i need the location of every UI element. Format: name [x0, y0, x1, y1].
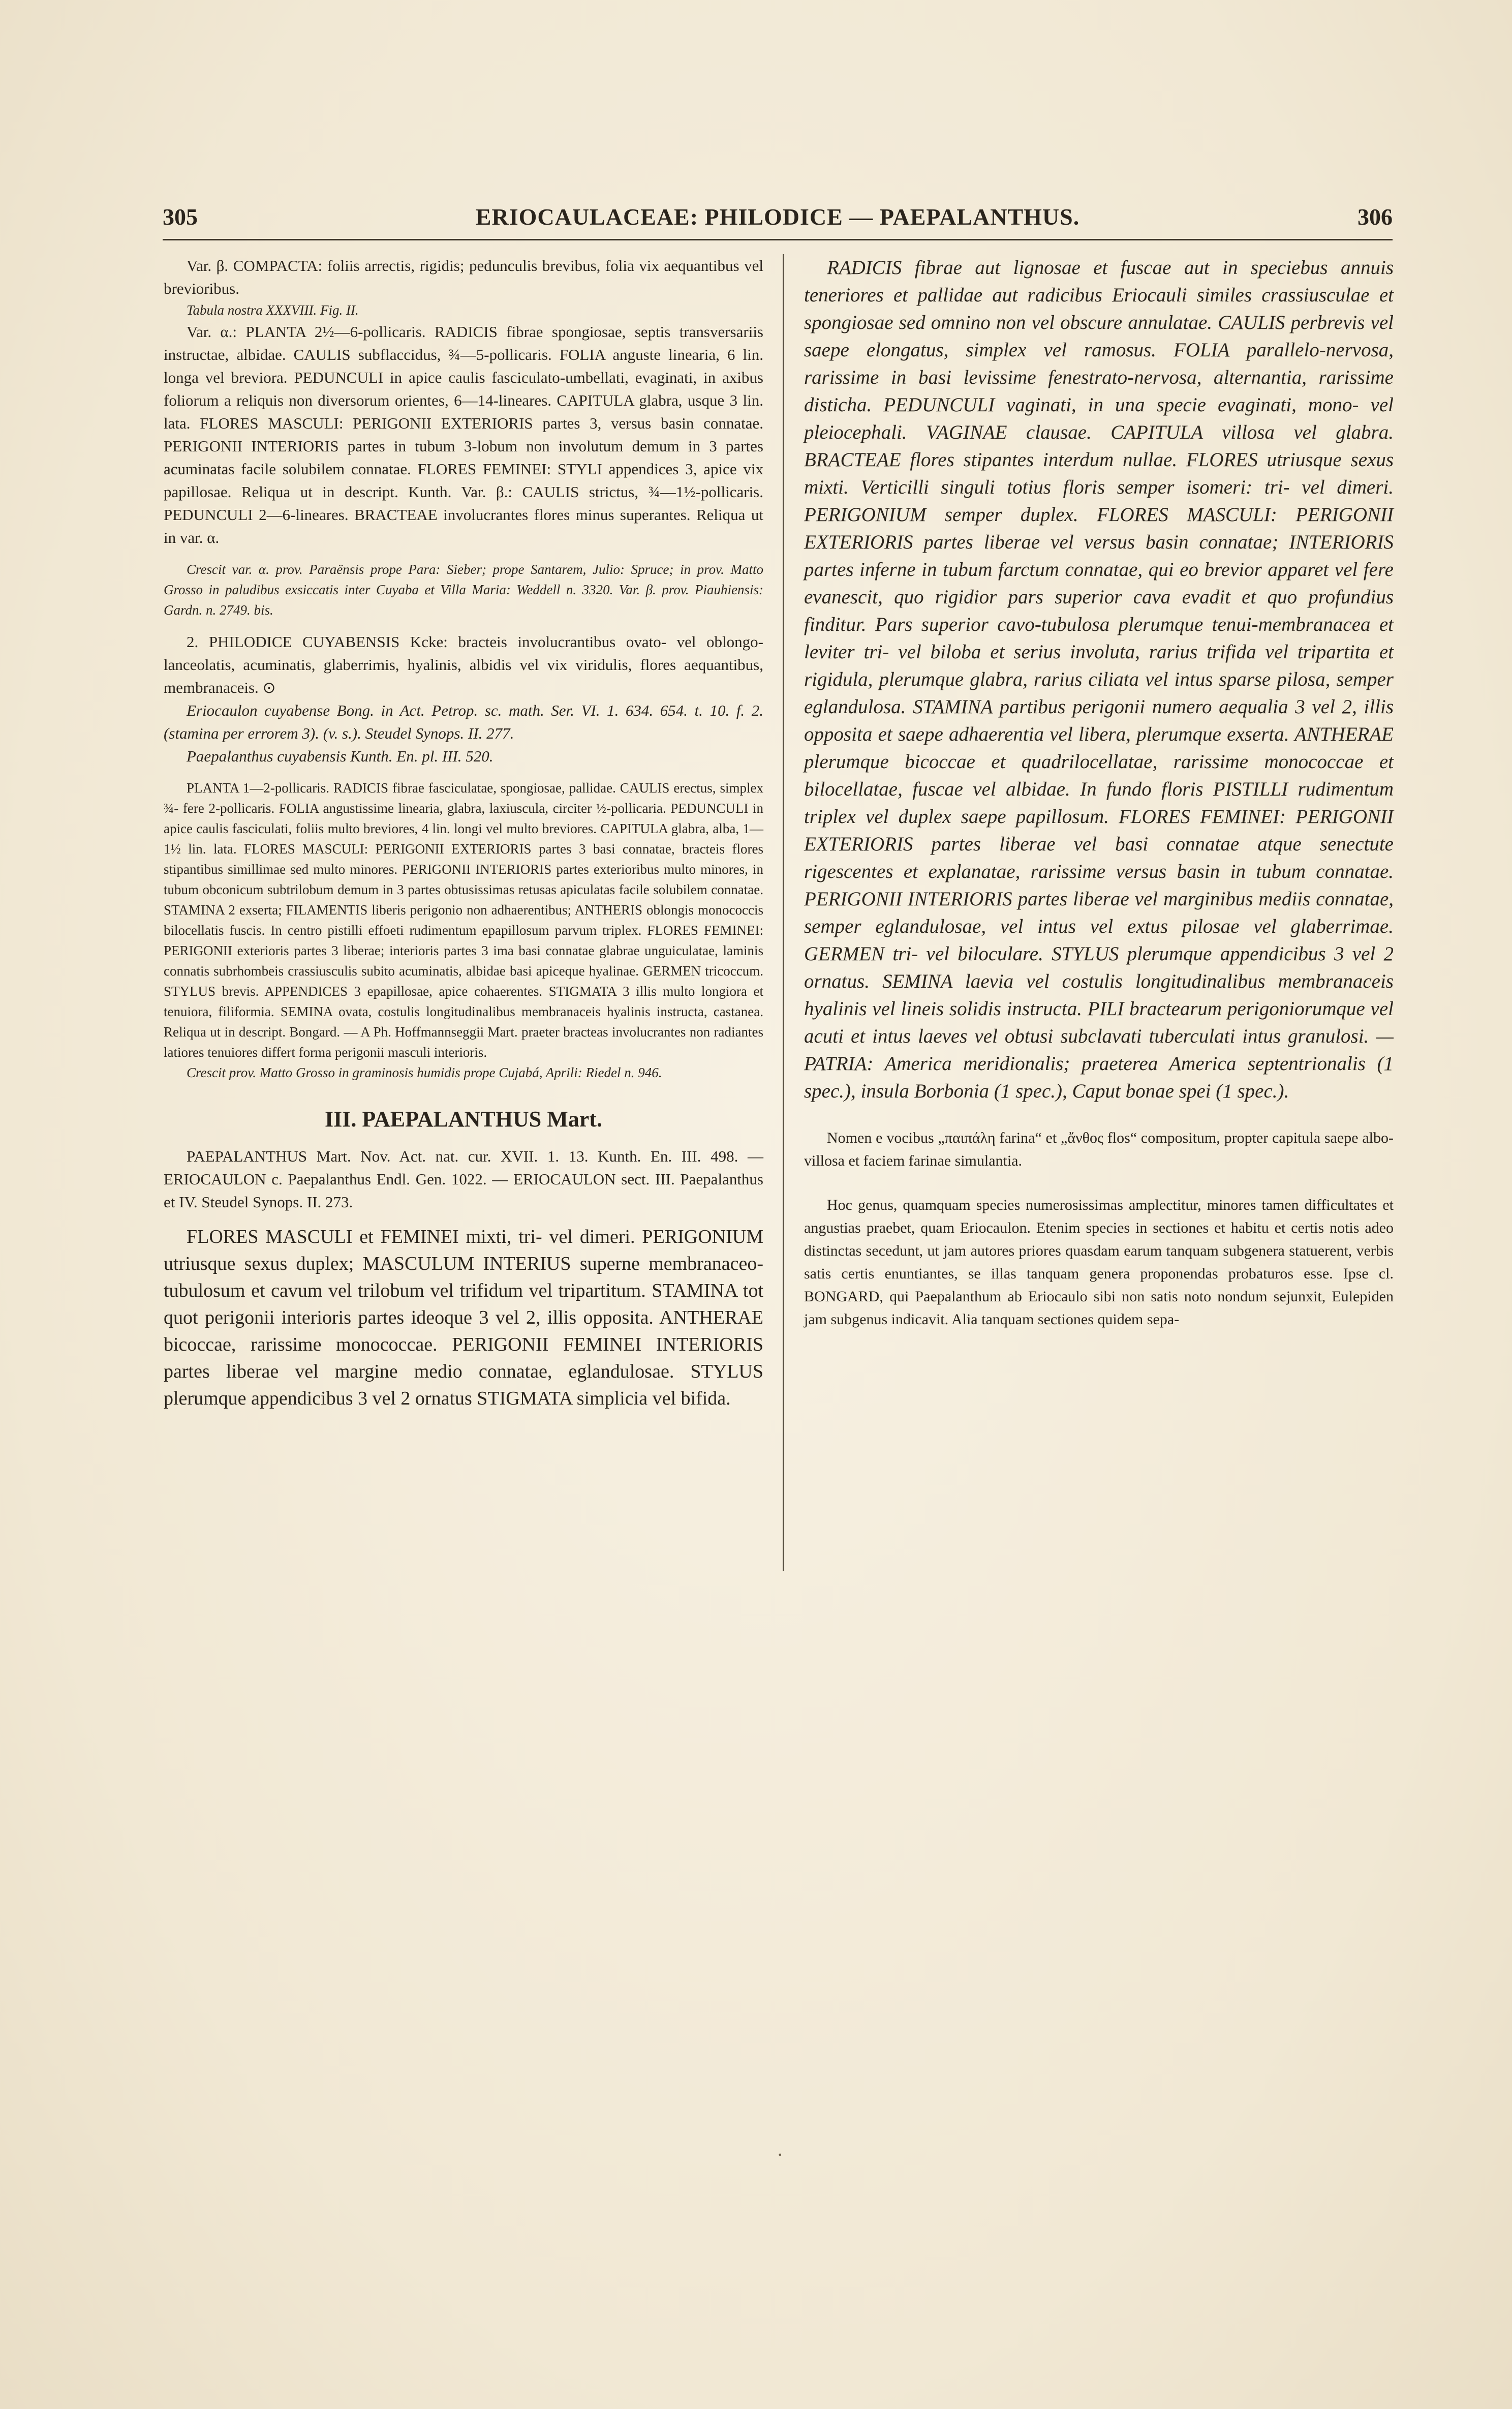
var-alpha-description: Var. α.: PLANTA 2½—6-pollicaris. RADICIS fibrae spongiosae, septis transversariis instructae, albidae. CAULIS subflaccidus, ¾—5-pollicaris. FOLIA anguste linearia, 6 lin. longa vel breviora. PEDUNCULI in apice caulis fasciculato-umbellati, evaginati, in axibus foliorum a reliquis non diversorum orientes, 6—14-lineares. CAPITULA glabra, usque 3 lin. lata. FLORES MASCULI: PERIGONII EXTERIORIS partes 3, versus basin connatae. PERIGONII INTERIORIS partes in tubum 3-lobum non involutum demum in 3 partes acuminatas facile solubilem connatae. FLORES FEMINEI: STYLI appendices 3, apice vix papillosae. Reliqua ut in descript. Kunth. Var. β.: CAULIS strictus, ¾—1½-pollicaris. PEDUNCULI 2—6-lineares. BRACTEAE involucrantes flores minus superantes. Reliqua ut in var. α.	[164, 323, 763, 546]
left-column	[164, 254, 763, 1412]
synonym-paepalanthus: Paepalanthus cuyabensis Kunth. En. pl. III. 520.	[187, 747, 493, 765]
page-header	[163, 203, 1393, 234]
species-2-description: PLANTA 1—2-pollicaris. RADICIS fibrae fasciculatae, spongiosae, pallidae. CAULIS erectus, simplex ¾- fere 2-pollicaris. FOLIA angustissime linearia, glabra, laxiuscula, circiter ½-pollicaria. PEDUNCULI in apice caulis fasciculati, foliis multo breviores, 4 lin. longi vel multo breviores. CAPITULA glabra, alba, 1—1½ lin. lata. FLORES MASCULI: PERIGONII EXTERIORIS partes 3 basi connatae, bracteis flores stipantibus simillimae sed multo minores. PERIGONII INTERIORIS partes exterioribus multo minores, in tubum obconicum subtrilobum demum in 3 partes obtusissimas retusas apiculatas facile solubilem connatae. STAMINA 2 exserta; FILAMENTIS liberis perigonio non adhaerentibus; ANTHERIS oblongis monococcis bilocellatis fuscis. In centro pistilli effoeti rudimentum epapillosum parvum triplex. FLORES FEMINEI: PERIGONII exterioris partes 3 liberae; interioris partes 3 ima basi connatae glabrae unguiculatae, laminis connatis subrhombeis crassiusculis subito acuminatis, albidae basi apiceque hyalinae. GERMEN tricoccum. STYLUS brevis. APPENDICES 3 epapillosae, apice cohaerentes. STIGMATA 3 illis multo longiora et tenuiora, filiformia. SEMINA ovata, costulis longitudinalibus membranaceis hyalinis instructa, castanea. Reliqua ut in descript. Bongard. — A Ph. Hoffmannseggii Mart. praeter bracteas involucrantes non radiantes latiores tenuiores differt forma perigonii masculi interioris.	[164, 780, 763, 1060]
spacer	[164, 1213, 763, 1224]
spacer	[164, 768, 763, 778]
spacer	[804, 1172, 1394, 1194]
genus-description-continued: RADICIS fibrae aut lignosae et fuscae aut in speciebus annuis teneriores et pallidae aut radicibus Eriocauli similes crassiusculae et spongiosae sed omnino non vel obscure annulatae. CAULIS perbrevis vel saepe elongatus, simplex vel ramosus. FOLIA parallelo-nervosa, rarissime in basi levissime fenestrato-nervosa, alternantia, rarissime disticha. PEDUNCULI vaginati, in una specie evaginati, mono- vel pleiocephali. VAGINAE clausae. CAPITULA villosa vel glabra. BRACTEAE flores stipantes interdum nullae. FLORES utriusque sexus mixti. Verticilli singuli totius floris semper isomeri: tri- vel dimeri. PERIGONIUM semper duplex. FLORES MASCULI: PERIGONII EXTERIORIS partes liberae vel versus basin connatae; INTERIORIS partes inferne in tubum farctum connatae, qui eo brevior apparet vel fere evanescit, quo rigidior pars superior cava evadit et quo profundius finditur. Pars superior cavo-tubulosa plerumque tenui-membranacea et leviter tri- vel biloba et serius involuta, rarius trifida vel tripartita et rigidula, plerumque glabra, rarius ciliata vel intus sparse pilosa, semper eglandulosa. STAMINA partibus perigonii numero aequalia 3 vel 2, illis opposita et saepe adhaerentia vel libera, plerumque exserta. ANTHERAE plerumque bicoccae et quadrilocellatae, rarissime monococcae et bilocellatae, fuscae vel albidae. In fundo floris PISTILLI rudimentum triplex vel duplex saepe papillosum. FLORES FEMINEI: PERIGONII EXTERIORIS partes liberae vel basi connatae atque senectute rigescentes et explanatae, rarissime versus basin in tubum connatae. PERIGONII INTERIORIS partes liberae vel marginibus mediis connatae, semper eglandulosae, vel intus vel extus pilosae vel glaberrimae. GERMEN tri- vel biloculare. STYLUS plerumque appendicibus 3 vel 2 ornatus. SEMINA laevia vel costulis longitudinalibus membranaceis hyalinis vel lineis solidis instructa. PILI bractearum perigoniorumque vel acuti et intus laeves vel obtusi subclavati tuberculati intus granulosi. — PATRIA: America meridionalis; praeterea America septentrionalis (1 spec.), insula Borbonia (1 spec.), Caput bonae spei (1 spec.).	[804, 257, 1394, 1102]
synonym-eriocaulon: Eriocaulon cuyabense Bong. in Act. Petrop. sc. math. Ser. VI. 1. 634. 654. t. 10. f. 2. (stamina per errorem 3). (v. s.). Steudel Synops. II. 277.	[164, 702, 763, 742]
spacer	[164, 1083, 763, 1104]
right-page-number: 306	[1357, 204, 1393, 230]
species-2-diagnosis: 2. PHILODICE CUYABENSIS Kcke: bracteis involucrantibus ovato- vel oblongo-lanceolatis, acuminatis, glaberrimis, hyalinis, albidis vel vix viridulis, flores aequantibus, membranaceis. ⊙	[164, 633, 763, 696]
header-rule	[163, 239, 1393, 240]
tabula-reference: Tabula nostra XXXVIII. Fig. II.	[187, 302, 359, 318]
section-synonymy: PAEPALANTHUS Mart. Nov. Act. nat. cur. XVII. 1. 13. Kunth. En. III. 498. — ERIOCAULON c. Paepalanthus Endl. Gen. 1022. — ERIOCAULON sect. III. Paepalanthus et IV. Steudel Synops. II. 273.	[164, 1147, 763, 1211]
spacer	[164, 549, 763, 559]
spacer	[804, 1105, 1394, 1126]
hoc-genus-paragraph: Hoc genus, quamquam species numerosissimas amplectitur, minores tamen difficultates et angustias praebet, quam Eriocaulon. Etenim species in sectiones et habitu et certis notis adeo distinctas secedunt, ut jam autores priores quasdam earum tanquam subgenera statuerent, verbis satis certis enuntiantes, se illas tanquam genera proponendas probaturos esse. Ipse cl. BONGARD, qui Paepalanthum ab Eriocaulo sibi non satis noto nondum sejunxit, Eulepiden jam subgenus indicavit. Alia tanquam sectiones quidem sepa-	[804, 1197, 1394, 1328]
column-divider	[783, 254, 784, 1571]
running-title: ERIOCAULACEAE: PHILODICE — PAEPALANTHUS.	[475, 204, 1080, 230]
stray-mark: •	[778, 2150, 783, 2160]
crescit-paragraph-1: Crescit var. α. prov. Paraënsis prope Para: Sieber; prope Santarem, Julio: Spruce; in prov. Matto Grosso in paludibus exsiccatis inter Cuyaba et Villa Maria: Weddell n. 3320. Var. β. prov. Piauhiensis: Gardn. n. 2749. bis.	[164, 562, 763, 618]
left-page-number: 305	[163, 204, 198, 230]
right-column	[804, 254, 1394, 1331]
section-title: III. PAEPALANTHUS Mart.	[325, 1107, 602, 1132]
crescit-paragraph-2: Crescit prov. Matto Grosso in graminosis humidis prope Cujabá, Aprili: Riedel n. 946.	[187, 1065, 662, 1080]
spacer	[164, 620, 763, 630]
var-beta-paragraph: Var. β. COMPACTA: foliis arrectis, rigidis; pedunculis brevibus, folia vix aequantibus vel brevioribus.	[164, 257, 763, 297]
spacer	[164, 1135, 763, 1145]
genus-description: FLORES MASCULI et FEMINEI mixti, tri- vel dimeri. PERIGONIUM utriusque sexus duplex; MASCULUM INTERIUS superne membranaceo-tubulosum et cavum vel trilobum vel trifidum vel tripartitum. STAMINA tot quot perigonii interioris partes ideoque 3 vel 2, illis opposita. ANTHERAE bicoccae, rarissime monococcae. PERIGONII FEMINEI INTERIORIS partes liberae vel margine medio connatae, eglandulosae. STYLUS plerumque appendicibus 3 vel 2 ornatus STIGMATA simplicia vel bifida.	[164, 1226, 763, 1409]
nomen-paragraph: Nomen e vocibus „παιπάλη farina“ et „ἄνθος flos“ compositum, propter capitula saepe albo-villosa et faciem farinae simulantia.	[804, 1130, 1394, 1169]
